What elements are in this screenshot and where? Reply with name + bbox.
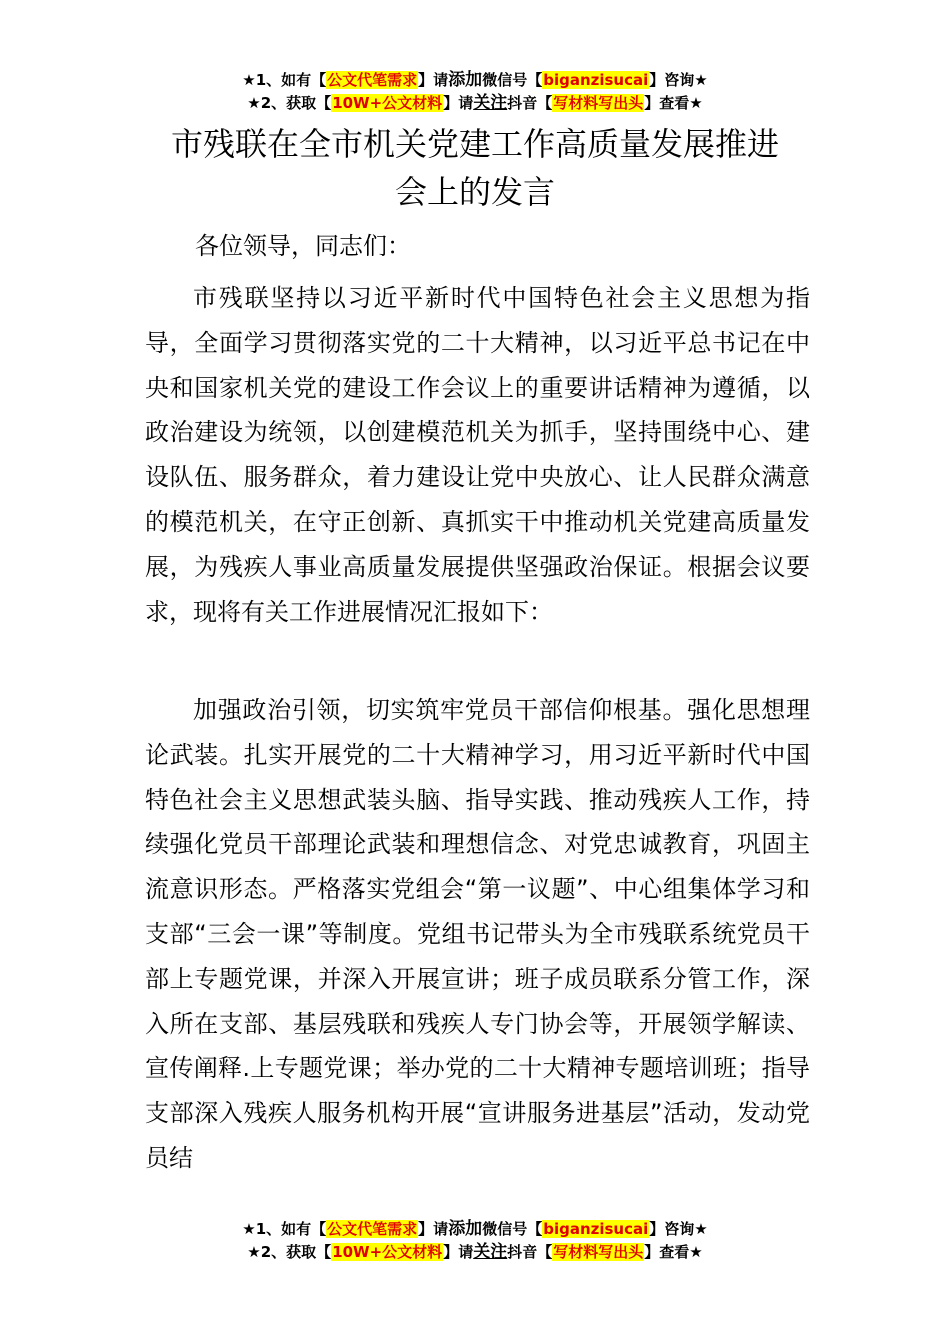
promo-text: 】查看★: [644, 1243, 703, 1261]
paragraph-text: 加强政治引领，切实筑牢党员干部信仰根基。强化思想理论武装。扎实开展党的二十大精神学习，用习近平新时代中国特色社会主义思想武装头脑、指导实践、推动残疾人工作，持续强化党员干部理论武装和理想信念、对党忠诚教育，巩固主流意识形态。严格落实党组会“第一议题”、中心组集体学习和支部“三会一课”等制度。党组书记带头为全市残联系统党员干部上专题党课，并深入开展宣讲；班子成员联系分管工作，深入所在支部、基层残联和残疾人专门协会等，开展领学解读、宣传阐释.上专题党课；举办党的二十大精神专题培训班；指导支部深入残疾人服务机构开展“宣讲服务进基层”活动，发动党员结: [145, 696, 810, 1172]
promo-line-2: [0, 92, 950, 115]
promo-text: 抖音【: [507, 94, 553, 112]
promo-text: ★1、如有【: [242, 71, 327, 89]
promo-banner-top: [0, 69, 950, 115]
promo-text: 】请: [418, 1220, 449, 1238]
promo-emphasis: 添加: [448, 70, 483, 90]
promo-highlight: 10W+公文材料: [332, 1243, 443, 1261]
promo-line-1: [0, 69, 950, 92]
promo-douyin-id: 写材料写出头: [553, 1243, 644, 1261]
promo-wechat-id: biganzisucai: [543, 71, 649, 89]
promo-text: 】查看★: [644, 94, 703, 112]
promo-text: ★2、获取【: [247, 94, 332, 112]
promo-text: 抖音【: [507, 1243, 553, 1261]
paragraph-text: 市残联坚持以习近平新时代中国特色社会主义思想为指导，全面学习贯彻落实党的二十大精神，以习近平总书记在中央和国家机关党的建设工作会议上的重要讲话精神为遵循，以政治建设为统领，以创建模范机关为抓手，坚持围绕中心、建设队伍、服务群众，着力建设让党中央放心、让人民群众满意的模范机关，在守正创新、真抓实干中推动机关党建高质量发展，为残疾人事业高质量发展提供坚强政治保证。根据会议要求，现将有关工作进展情况汇报如下：: [145, 284, 810, 626]
promo-highlight: 公文代笔需求: [327, 71, 418, 89]
promo-text: ★1、如有【: [242, 1220, 327, 1238]
promo-emphasis: 关注: [473, 1242, 508, 1262]
body-paragraph: [145, 276, 810, 634]
promo-emphasis: 添加: [448, 1219, 483, 1239]
promo-text: 】咨询★: [649, 1220, 708, 1238]
promo-wechat-id: biganzisucai: [543, 1220, 649, 1238]
promo-text: 】咨询★: [649, 71, 708, 89]
salutation: 各位领导，同志们：: [195, 232, 411, 260]
promo-text: 】请: [418, 71, 449, 89]
promo-line-2: [0, 1241, 950, 1264]
promo-text: 微信号【: [482, 1220, 543, 1238]
title-line-2: 会上的发言: [394, 173, 555, 211]
promo-text: 微信号【: [482, 71, 543, 89]
promo-text: 】请: [443, 1243, 474, 1261]
promo-highlight: 公文代笔需求: [327, 1220, 418, 1238]
promo-banner-bottom: [0, 1218, 950, 1264]
promo-emphasis: 关注: [473, 93, 508, 113]
promo-line-1: [0, 1218, 950, 1241]
document-title: [140, 120, 810, 216]
title-line-1: 市残联在全市机关党建工作高质量发展推进: [170, 125, 779, 163]
promo-douyin-id: 写材料写出头: [553, 94, 644, 112]
promo-highlight: 10W+公文材料: [332, 94, 443, 112]
promo-text: 】请: [443, 94, 474, 112]
promo-text: ★2、获取【: [247, 1243, 332, 1261]
body-paragraph: [145, 688, 810, 1181]
